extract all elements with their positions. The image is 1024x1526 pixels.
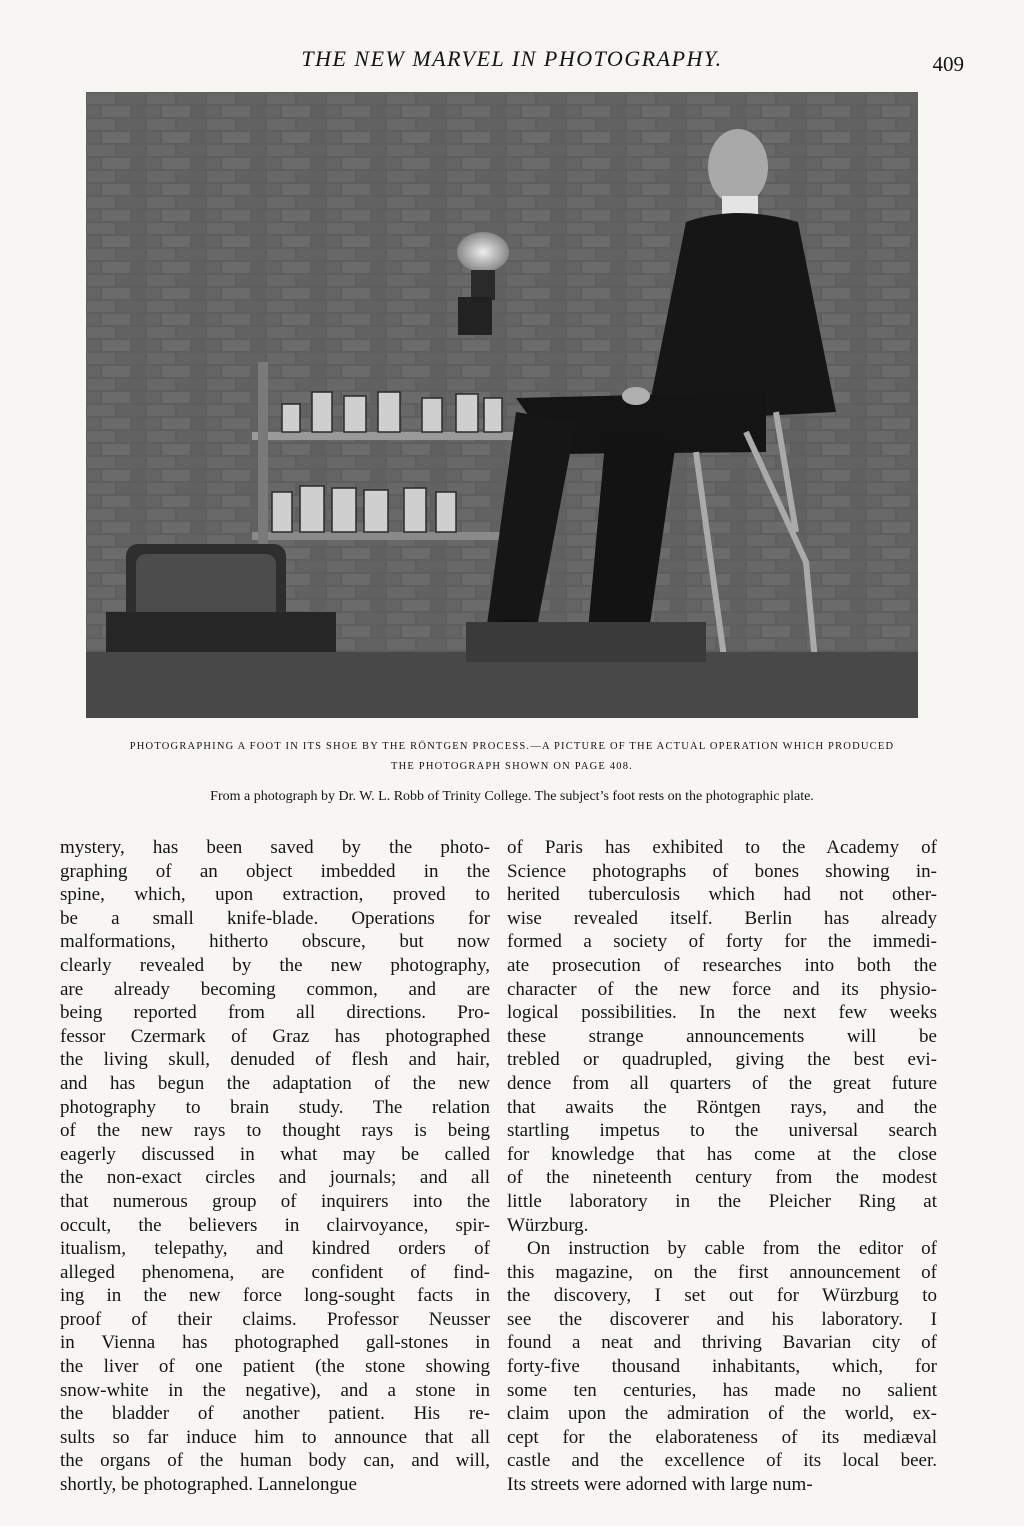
text-line: sults so far induce him to announce that all <box>60 1426 490 1448</box>
text-line: dence from all quarters of the great future <box>507 1072 937 1094</box>
text-line: herited tuberculosis which had not other- <box>507 884 937 906</box>
body-column-right <box>507 836 937 1497</box>
text-line: trebled or quadrupled, giving the best evi- <box>507 1049 937 1071</box>
text-line: wise revealed itself. Berlin has already <box>507 907 937 929</box>
text-line: mystery, has been saved by the photo- <box>60 837 490 858</box>
figure-caption <box>60 737 964 777</box>
text-line: ing in the new force long-sought facts in <box>60 1285 490 1307</box>
figure-caption-line-1: PHOTOGRAPHING A FOOT IN ITS SHOE BY THE RÖNTGEN PROCESS.—A PICTURE OF THE ACTUAL OPERATION WHICH PRODUCED <box>129 741 895 752</box>
text-line: this magazine, on the first announcement of <box>507 1261 937 1283</box>
text-line: clearly revealed by the new photography, <box>60 954 490 976</box>
text-line: startling impetus to the universal search <box>507 1120 937 1142</box>
text-line: the discovery, I set out for Würzburg to <box>507 1285 937 1307</box>
text-line: Science photographs of bones showing in- <box>507 860 937 882</box>
text-line: of Paris has exhibited to the Academy of <box>507 837 937 858</box>
text-line: proof of their claims. Professor Neusser <box>60 1308 490 1330</box>
text-line: spine, which, upon extraction, proved to <box>60 884 490 906</box>
text-line: of the new rays to thought rays is being <box>60 1120 490 1142</box>
text-line: formed a society of forty for the immedi- <box>507 931 937 953</box>
text-line: the bladder of another patient. His re- <box>60 1403 490 1425</box>
text-line: castle and the excellence of its local beer. <box>507 1450 937 1472</box>
text-line: being reported from all directions. Pro- <box>60 1002 490 1024</box>
text-line: photography to brain study. The relation <box>60 1096 490 1118</box>
halftone-photograph <box>86 92 918 718</box>
text-line: that awaits the Röntgen rays, and the <box>507 1096 937 1118</box>
figure-caption-line-2: THE PHOTOGRAPH SHOWN ON PAGE 408. <box>390 761 634 772</box>
text-line: these strange announcements will be <box>507 1025 937 1047</box>
text-line: On instruction by cable from the editor of <box>527 1238 937 1260</box>
text-line: of the nineteenth century from the modest <box>507 1167 937 1189</box>
text-line: snow-white in the negative), and a stone in <box>60 1379 490 1401</box>
text-line: are already becoming common, and are <box>60 978 490 1000</box>
photo-credit: From a photograph by Dr. W. L. Robb of Trinity College. The subject’s foot rests on the photographic plate. <box>210 789 814 804</box>
text-line: and has begun the adaptation of the new <box>60 1072 490 1094</box>
text-line: the living skull, denuded of flesh and hair, <box>60 1049 490 1071</box>
text-line: cept for the elaborateness of its mediæval <box>507 1426 937 1448</box>
text-line: see the discoverer and his laboratory. I <box>507 1308 937 1330</box>
page-number: 409 <box>932 52 964 76</box>
text-line: the non-exact circles and journals; and all <box>60 1167 490 1189</box>
text-line: little laboratory in the Pleicher Ring at <box>507 1190 937 1212</box>
text-line: the liver of one patient (the stone showing <box>60 1356 490 1378</box>
text-line: Its streets were adorned with large num- <box>507 1474 813 1496</box>
text-line: character of the new force and its physio- <box>507 978 937 1000</box>
text-line: found a neat and thriving Bavarian city of <box>507 1332 937 1354</box>
text-line: that numerous group of inquirers into the <box>60 1190 490 1212</box>
page-header-title: THE NEW MARVEL IN PHOTOGRAPHY. <box>301 46 723 71</box>
text-line: itualism, telepathy, and kindred orders of <box>60 1238 490 1260</box>
text-line: alleged phenomena, are confident of find- <box>60 1261 490 1283</box>
text-line: in Vienna has photographed gall-stones in <box>60 1332 490 1354</box>
text-line: some ten centuries, has made no salient <box>507 1379 937 1401</box>
text-line: ate prosecution of researches into both the <box>507 954 937 976</box>
text-line: for knowledge that has come at the close <box>507 1143 937 1165</box>
text-line: eagerly discussed in what may be called <box>60 1143 490 1165</box>
text-line: be a small knife-blade. Operations for <box>60 907 490 929</box>
text-line: forty-five thousand inhabitants, which, for <box>507 1356 937 1378</box>
text-line: logical possibilities. In the next few weeks <box>507 1002 937 1024</box>
text-line: fessor Czermark of Graz has photographed <box>60 1025 490 1047</box>
text-line: graphing of an object imbedded in the <box>60 860 490 882</box>
body-column-left <box>60 836 490 1497</box>
text-line: Würzburg. <box>507 1214 589 1236</box>
text-line: occult, the believers in clairvoyance, spir- <box>60 1214 490 1236</box>
text-line: the organs of the human body can, and will, <box>60 1450 490 1472</box>
text-line: claim upon the admiration of the world, ex- <box>507 1403 937 1425</box>
text-line: malformations, hitherto obscure, but now <box>60 931 490 953</box>
text-line: shortly, be photographed. Lannelongue <box>60 1474 357 1496</box>
